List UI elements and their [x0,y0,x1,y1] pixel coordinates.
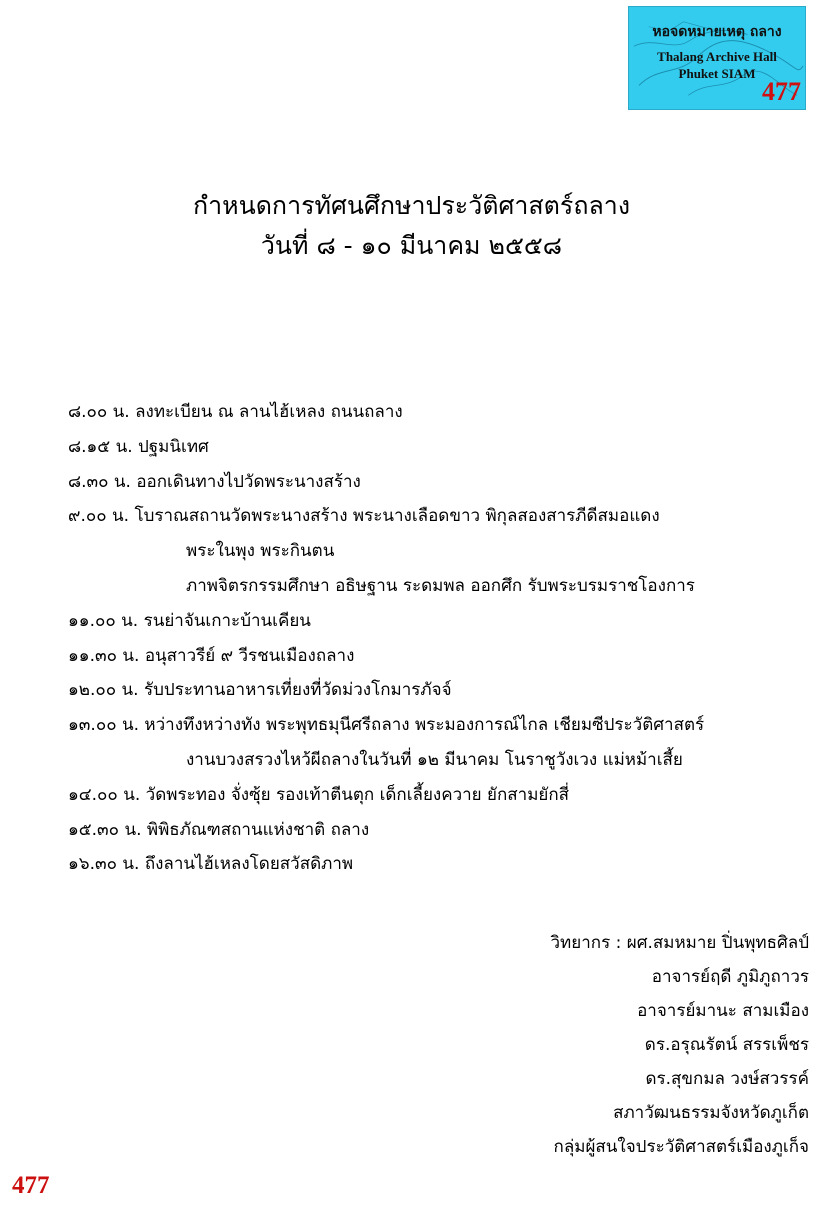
schedule-item: ๘.๑๕ น. ปฐมนิเทศ [68,436,209,457]
page-number: 477 [12,1172,50,1199]
schedule-item-continuation: งานบวงสรวงไหว้ผีถลางในวันที่ ๑๒ มีนาคม โนราชูวังเวง แม่หม้าเสี้ย [186,749,683,770]
speaker-line: อาจารย์มานะ สามเมือง [637,1001,809,1021]
schedule-item: ๑๒.๐๐ น. รับประทานอาหารเที่ยงที่วัดม่วงโกมารภัจจ์ [68,680,452,701]
stamp-subtitle-location: Phuket SIAM [678,66,756,81]
speaker-list [551,926,809,1164]
document-date: วันที่ ๘ - ๑๐ มีนาคม ๒๕๕๘ [260,231,563,260]
archive-stamp [628,6,806,110]
speaker-line: กลุ่มผู้สนใจประวัติศาสตร์เมืองภูเก็จ [553,1137,809,1157]
schedule-item: ๘.๓๐ น. ออกเดินทางไปวัดพระนางสร้าง [68,471,361,492]
schedule-item: ๑๖.๓๐ น. ถึงลานไฮ้เหลงโดยสวัสดิภาพ [68,854,354,875]
speaker-line: ดร.สุขกมล วงษ์สวรรค์ [645,1069,809,1089]
schedule-item: ๑๑.๓๐ น. อนุสาวรีย์ ๙ วีรชนเมืองถลาง [68,645,355,666]
stamp-number: 477 [762,77,801,106]
schedule-item: ๘.๐๐ น. ลงทะเบียน ณ ลานไฮ้เหลง ถนนถลาง [68,402,403,422]
schedule-item-continuation: ภาพจิตรกรรมศึกษา อธิษฐาน ระดมพล ออกศึก รับพระบรมราชโองการ [186,575,695,596]
speaker-line: อาจารย์ฤดี ภูมิภูถาวร [651,967,809,987]
stamp-subtitle-english: Thalang Archive Hall [657,49,777,64]
speaker-line: สภาวัฒนธรรมจังหวัดภูเก็ต [613,1103,809,1123]
schedule-item: ๙.๐๐ น. โบราณสถานวัดพระนางสร้าง พระนางเลือดขาว พิกุลสองสารภีดีสมอแดง [68,506,660,527]
schedule-item: ๑๓.๐๐ น. หว่างทึงหว่างทัง พระพุทธมุนีศรีถลาง พระมองการณ์ไกล เชียมซีประวัติศาสตร์ [68,715,705,736]
speaker-line: ดร.อรุณรัตน์ สรรเพ็ชร [644,1035,809,1055]
stamp-title: หอจดหมายเหตุ ถลาง [652,24,782,40]
document-title: กำหนดการทัศนศึกษาประวัติศาสตร์ถลาง [192,191,631,220]
schedule-item-continuation: พระในพุง พระกินตน [186,541,335,562]
schedule-item: ๑๔.๐๐ น. วัดพระทอง จั่งซุ้ย รองเท้าตีนตุก เด็กเลี้ยงควาย ยักสามยักสี่ [68,784,570,805]
speaker-line: วิทยากร : ผศ.สมหมาย ปิ่นพุทธศิลป์ [550,933,809,953]
schedule-item: ๑๑.๐๐ น. รนย่าจันเกาะบ้านเคียน [68,610,311,631]
schedule-list [68,395,808,882]
schedule-item: ๑๕.๓๐ น. พิพิธภัณฑสถานแห่งชาติ ถลาง [68,819,370,840]
